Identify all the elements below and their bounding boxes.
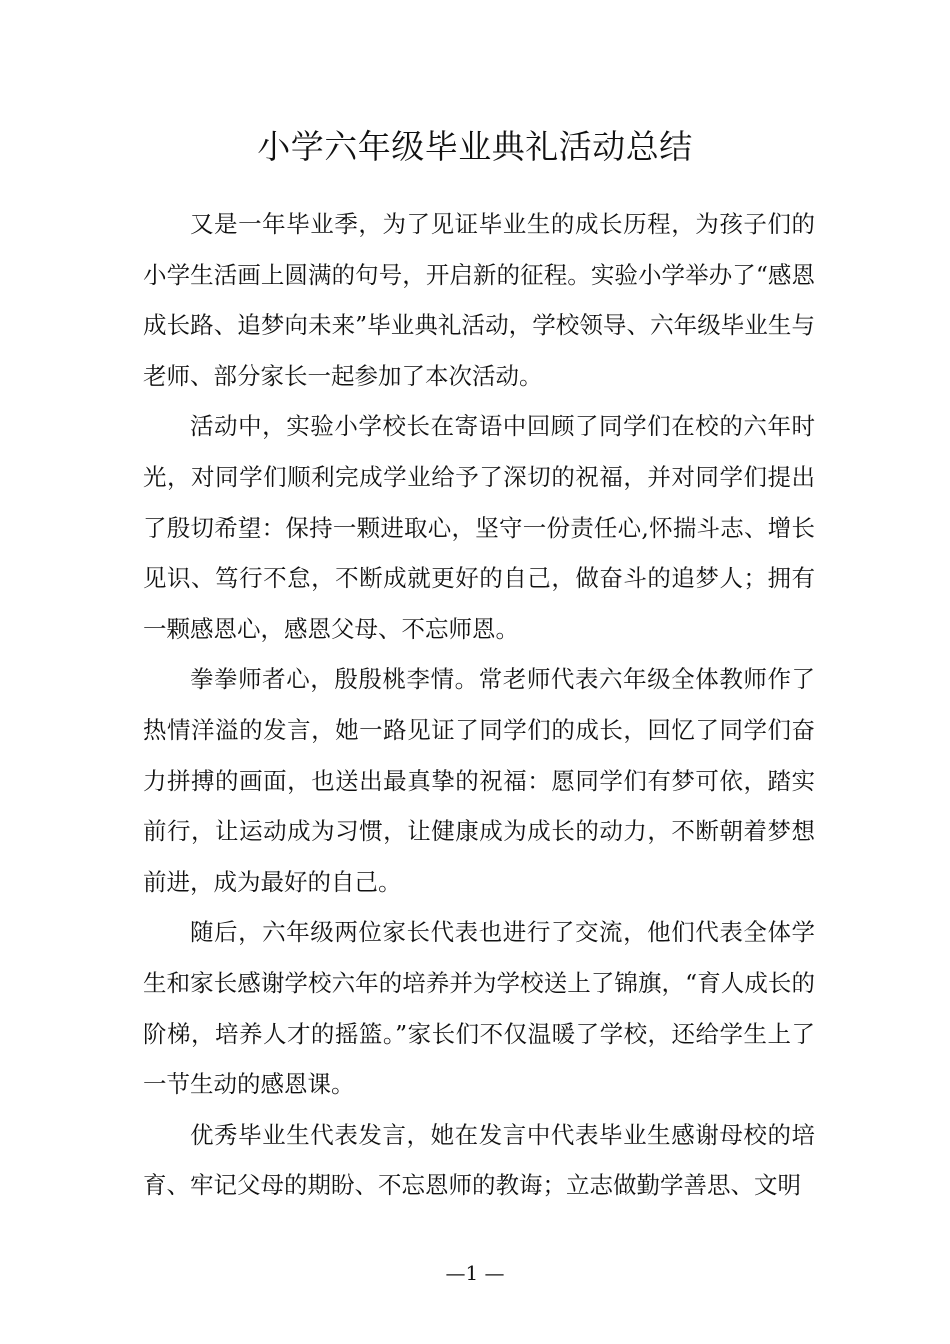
paragraph-3: 拳拳师者心，殷殷桃李情。常老师代表六年级全体教师作了热情洋溢的发言，她一路见证了同学们的成长，回忆了同学们奋力拼搏的画面，也送出最真挚的祝福：愿同学们有梦可依，踏实前行，让运动成为习惯，让健康成为成长的动力，不断朝着梦想前进，成为最好的自己。 xyxy=(143,665,815,896)
paragraph-4: 随后，六年级两位家长代表也进行了交流，他们代表全体学生和家长感谢学校六年的培养并为学校送上了锦旗，“育人成长的阶梯，培养人才的摇篮。”家长们不仅温暖了学校，还给学生上了一节生动的感恩课。 xyxy=(143,918,815,1099)
paragraph-1: 又是一年毕业季，为了见证毕业生的成长历程，为孩子们的小学生活画上圆满的句号，开启新的征程。实验小学举办了“感恩成长路、追梦向未来”毕业典礼活动，学校领导、六年级毕业生与老师、部分家长一起参加了本次活动。 xyxy=(143,210,815,390)
page-number: —1 — xyxy=(445,1261,505,1285)
paragraph-2: 活动中，实验小学校长在寄语中回顾了同学们在校的六年时光，对同学们顺利完成学业给予了深切的祝福，并对同学们提出了殷切希望：保持一颗进取心，坚守一份责任心,怀揣斗志、增长见识、笃行不怠，不断成就更好的自己，做奋斗的追梦人；拥有一颗感恩心，感恩父母、不忘师恩。 xyxy=(143,412,815,643)
document-body xyxy=(143,199,815,1211)
document-title: 小学六年级毕业典礼活动总结 xyxy=(257,127,693,166)
paragraph-5: 优秀毕业生代表发言，她在发言中代表毕业生感谢母校的培育、牢记父母的期盼、不忘恩师的教诲；立志做勤学善思、文明 xyxy=(143,1120,815,1200)
